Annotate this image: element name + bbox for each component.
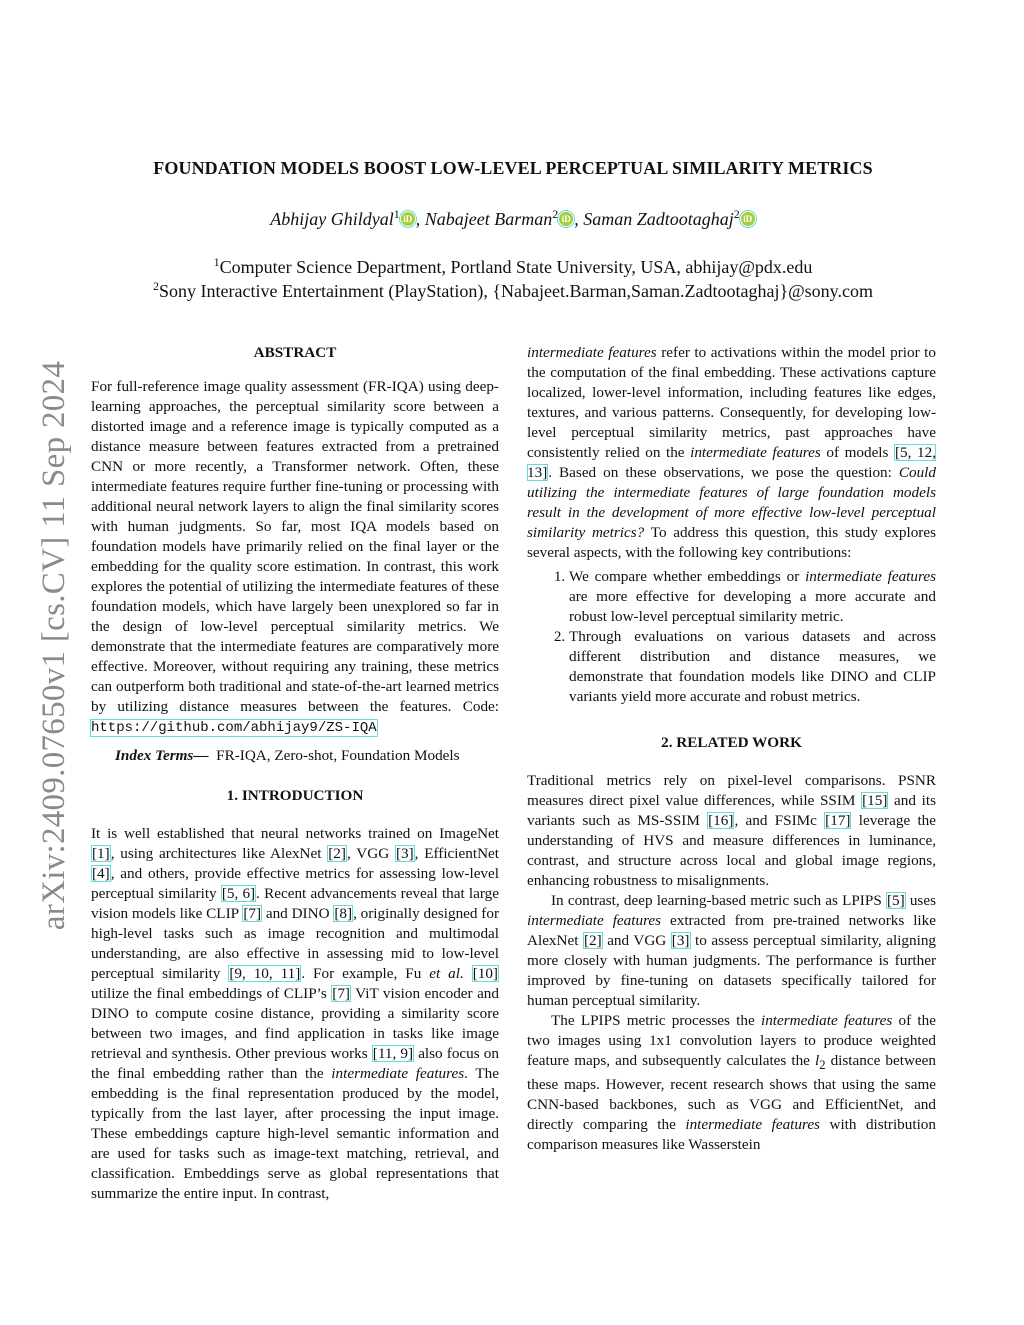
- list-item: 1. We compare whether embeddings or intermediate features are more effective for developing a more accurate and robust low-level perceptual similarity metric.: [569, 567, 936, 627]
- list-item: 2. Through evaluations on various datasets and across different distribution and distance measures, we demonstrate that foundation models like DINO and CLIP variants yield more accurate and robust metrics.: [569, 627, 936, 707]
- index-terms-text: FR-IQA, Zero-shot, Foundation Models: [216, 747, 460, 764]
- related-work-paragraph: In contrast, deep learning-based metric such as LPIPS [5] uses intermediate features extracted from pre-trained networks like AlexNet [2] and VGG [3] to assess perceptual similarity, aligning more closely with human judgments. The performance is further improved by fine-tuning on datasets specifically tailored for human perceptual similarity.: [527, 892, 937, 1009]
- citation-link[interactable]: [3]: [395, 845, 414, 862]
- affil-num: 1: [213, 255, 220, 269]
- paper-title: FOUNDATION MODELS BOOST LOW-LEVEL PERCEPTUAL SIMILARITY METRICS: [153, 158, 873, 178]
- citation-link[interactable]: [15]: [862, 792, 888, 809]
- orcid-icon[interactable]: iD: [741, 212, 755, 226]
- affil-text: Computer Science Department, Portland State University, USA, abhijay@pdx.edu: [219, 257, 813, 277]
- related-work-paragraph: The LPIPS metric processes the intermediate features of the two images using 1x1 convolution layers to produce weighted feature maps, and subsequently calculates the $l_2$ distance between these maps. However, recent research shows that using the same CNN-based backbones, such as VGG and EfficientNet, and directly comparing the intermediate features with distribution comparison measures like Wasserstein: [527, 1012, 936, 1154]
- author-affil-mark: 1: [393, 207, 400, 221]
- citation-link[interactable]: [8]: [334, 905, 353, 922]
- citation-link[interactable]: [11, 9]: [372, 1045, 414, 1062]
- citation-link[interactable]: [16]: [708, 812, 734, 829]
- citation-link[interactable]: [2]: [328, 845, 346, 862]
- index-terms: [91, 746, 499, 766]
- code-label: Code:: [462, 698, 499, 715]
- citation-link[interactable]: [17]: [825, 812, 851, 829]
- citation-link[interactable]: [4]: [92, 865, 110, 882]
- author-name: Nabajeet Barman: [424, 209, 553, 229]
- author-list: Abhijay Ghildyal$^1$ iD , Nabajeet Barman$^2$ iD , Saman Zadtootaghaj$^2$ iD: [90, 207, 936, 230]
- introduction-heading: 1. INTRODUCTION: [226, 787, 364, 804]
- citation-link[interactable]: [7]: [243, 905, 262, 922]
- citation-link[interactable]: [1]: [92, 845, 110, 862]
- citation-link[interactable]: [10]: [472, 965, 498, 982]
- author-affil-mark: 2: [733, 207, 740, 221]
- related-work-heading: 2. RELATED WORK: [661, 734, 802, 751]
- author-affil-mark: 2: [552, 207, 559, 221]
- arxiv-sidebar-stamp: [32, 350, 78, 940]
- citation-link[interactable]: [5]: [886, 892, 905, 909]
- citation-link[interactable]: [5, 12, 13]: [527, 444, 936, 481]
- orcid-icon[interactable]: iD: [401, 212, 415, 226]
- orcid-icon[interactable]: iD: [559, 212, 573, 226]
- abstract-heading: ABSTRACT: [253, 344, 337, 361]
- contribution-list: [527, 567, 936, 707]
- citation-link[interactable]: [9, 10, 11]: [229, 965, 301, 982]
- affiliation: [90, 279, 936, 302]
- abstract-text: For full-reference image quality assessment (FR-IQA) using deep-learning approaches, the perceptual similarity score between a distorted image and a reference image is typically computed as a distance measure between features extracted from a pretrained CNN or more recently, a Transformer network. Often, these intermediate features require further fine-tuning or processing with additional neural network layers to align the final similarity scores with human judgments. So far, most IQA models based on foundation models have primarily relied on the final layer or the embedding for the quality score estimation. In contrast, this work explores the potential of utilizing the intermediate features of these foundation models, which have largely been unexplored so far in the design of low-level perceptual similarity metrics. We demonstrate that the intermediate features are comparatively more effective. Moreover, without requiring any training, these metrics can outperform both traditional and state-of-the-art learned metrics by utilizing distance measures between the features.: [91, 378, 499, 715]
- author-name: Saman Zadtootaghaj: [583, 209, 734, 229]
- introduction-paragraph: It is well established that neural networks trained on ImageNet [1], using architectures like AlexNet [2], VGG [3], EfficientNet [4], and others, provide effective metrics for assessing low-level perceptual similarity [5, 6]. Recent advancements reveal that large vision models like CLIP [7] and DINO [8], originally designed for high-level tasks such as image recognition and multimodal understanding, are also effective in assessing mid to low-level perceptual similarity [9, 10, 11]. For example, Fu et al. [10] utilize the final embeddings of CLIP’s [7] ViT vision encoder and DINO to compute cosine distance, providing a similarity score between two images, and find application in tasks like image retrieval and synthesis. Other previous works [11, 9] also focus on the final embedding rather than the intermediate features. The embedding is the final representation produced by the model, typically from the last layer, after processing the input image. These embeddings capture high-level semantic information and are used for tasks such as image-text matching, retrieval, and classification. Embeddings serve as global representations that summarize the entire input. In contrast,: [91, 825, 500, 1202]
- related-work-paragraph: Traditional metrics rely on pixel-level comparisons. PSNR measures direct pixel value differences, while SSIM [15] and its variants such as MS-SSIM [16], and FSIMc [17] leverage the understanding of HVS and measure differences in luminance, contrast, and structure across local and global image regions, enhancing robustness to misalignments.: [527, 772, 937, 889]
- index-terms-label: Index Terms—: [115, 747, 209, 764]
- author-name: Abhijay Ghildyal: [270, 209, 394, 229]
- arxiv-id: arXiv:2409.07650v1 [cs.CV] 11 Sep 2024: [36, 360, 73, 930]
- affiliation: [90, 255, 936, 278]
- introduction-paragraph-cont: intermediate features refer to activations within the model prior to the computation of the final embedding. These activations capture localized, lower-level information, including features like edges, textures, and various patterns. Consequently, for developing low-level perceptual similarity metrics, past approaches have consistently relied on the intermediate features of models [5, 12, 13]. Based on these observations, we pose the question: Could utilizing the intermediate features of large foundation models result in the development of more effective low-level perceptual similarity metrics? To address this question, this study explores several aspects, with the following key contributions:: [527, 344, 936, 561]
- citation-link[interactable]: [7]: [332, 985, 350, 1002]
- citation-link[interactable]: [2]: [583, 932, 602, 949]
- right-column: [527, 343, 936, 1155]
- left-column: [91, 343, 499, 1204]
- abstract-body: [91, 377, 499, 738]
- code-link[interactable]: https://github.com/abhijay9/ZS-IQA: [91, 720, 377, 736]
- affil-num: 2: [153, 279, 159, 293]
- affil-text: Sony Interactive Entertainment (PlayStation), {Nabajeet.Barman,Saman.Zadtootaghaj}@sony.com: [159, 281, 873, 301]
- citation-link[interactable]: [5, 6]: [221, 885, 256, 902]
- citation-link[interactable]: [3]: [671, 932, 690, 949]
